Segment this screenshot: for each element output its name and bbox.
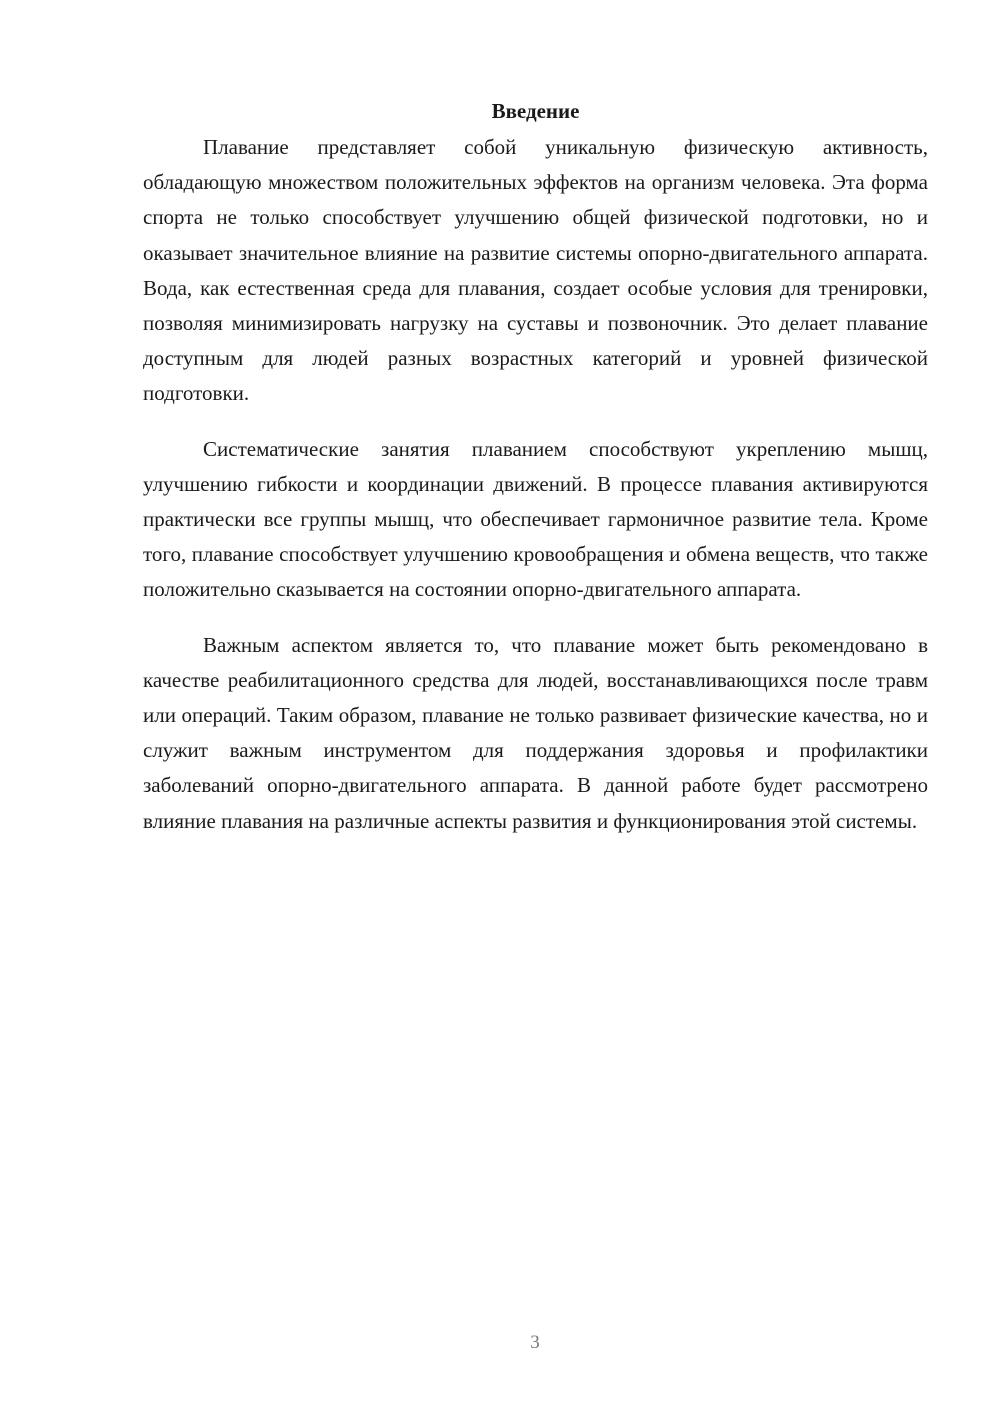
page-content <box>143 93 928 859</box>
paragraph-2: Систематические занятия плаванием способствуют укреплению мышц, улучшению гибкости и координации движений. В процессе плавания активируются практически все группы мышц, что обеспечивает гармоничное развитие тела. Кроме того, плавание способствует улучшению кровообращения и обмена веществ, что также положительно сказывается на состоянии опорно-двигательного аппарата. <box>143 436 928 602</box>
page-number: 3 <box>530 1332 540 1353</box>
paragraph-3: Важным аспектом является то, что плавание может быть рекомендовано в качестве реабилитационного средства для людей, восстанавливающихся после травм или операций. Таким образом, плавание не только развивает физические качества, но и служит важным инструментом для поддержания здоровья и профилактики заболеваний опорно-двигательного аппарата. В данной работе будет рассмотрено влияние плавания на различные аспекты развития и функционирования этой системы. <box>143 632 928 833</box>
paragraph-1: Плавание представляет собой уникальную физическую активность, обладающую множеством положительных эффектов на организм человека. Эта форма спорта не только способствует улучшению общей физической подготовки, но и оказывает значительное влияние на развитие системы опорно-двигательного аппарата. Вода, как естественная среда для плавания, создает особые условия для тренировки, позволяя минимизировать нагрузку на суставы и позвоночник. Это делает плавание доступным для людей разных возрастных категорий и уровней физической подготовки. <box>143 135 928 406</box>
section-title: Введение <box>491 99 580 123</box>
